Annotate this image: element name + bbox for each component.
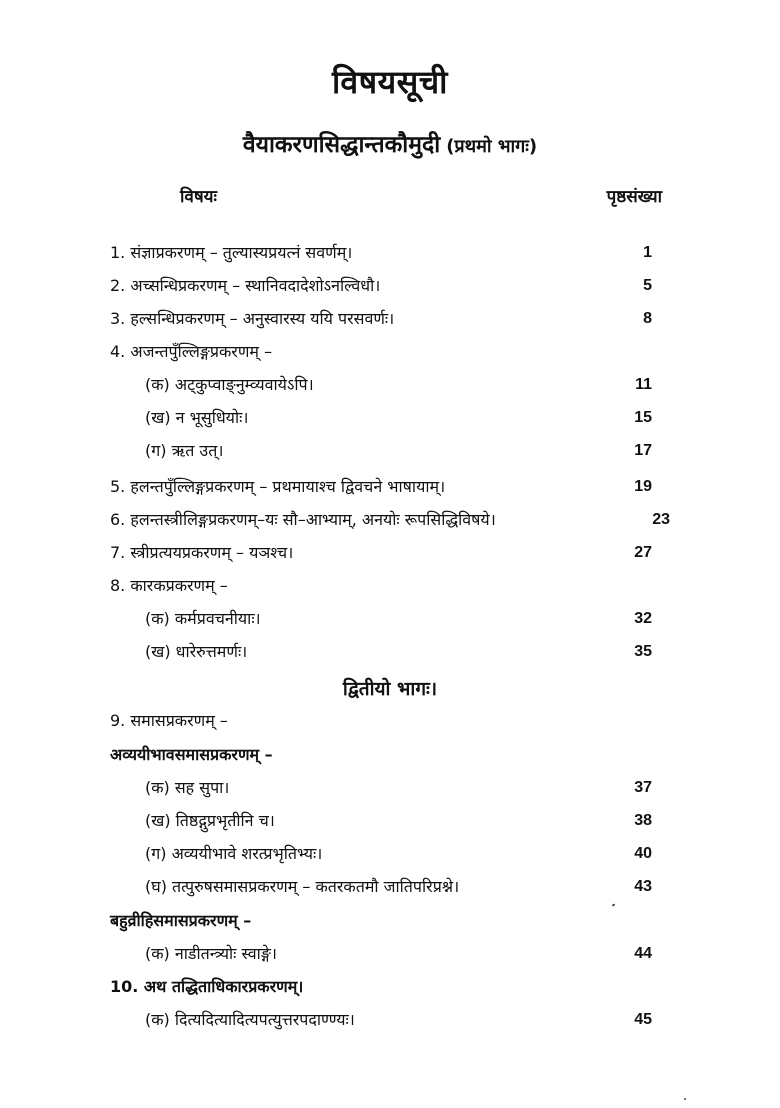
toc-entry-text: (क) नाडीतन्त्र्योः स्वाङ्गे। [145, 944, 277, 963]
toc-entry-page: 17 [634, 442, 652, 459]
toc-entry [110, 974, 670, 1000]
toc-entry-text: 1. संज्ञाप्रकरणम् – तुल्यास्यप्रयत्नं सवर्णम्। [110, 243, 353, 262]
book-title [0, 127, 780, 159]
toc-group-heading [110, 742, 670, 768]
toc-entry-text: (ग) अव्ययीभावे शरत्प्रभृतिभ्यः। [145, 844, 323, 863]
toc-entry-page: 40 [634, 845, 652, 862]
section-heading-part-2: द्वितीयो भागः। [342, 678, 438, 700]
toc-entry-text: 2. अच्सन्धिप्रकरणम् – स्थानिवदादेशोऽनल्विधौ। [110, 276, 381, 295]
toc-entry-page: 5 [643, 277, 652, 294]
toc-entry-text: अव्ययीभावसमासप्रकरणम् – [110, 745, 273, 764]
book-title-main: वैयाकरणसिद्धान्तकौमुदी [242, 132, 441, 158]
toc-entry-text: (ख) न भूसुधियोः। [145, 408, 249, 427]
column-header-subject: विषयः [180, 187, 217, 207]
toc-entry-page: 32 [634, 610, 652, 627]
toc-entry-page: 38 [634, 812, 652, 829]
toc-group-heading [110, 908, 670, 934]
toc-entry-page: 15 [634, 409, 652, 426]
scan-artifact [612, 903, 616, 906]
toc-entry [110, 273, 670, 299]
toc-entry-text: 8. कारकप्रकरणम् – [110, 576, 228, 595]
toc-entry [110, 507, 670, 533]
toc-entry-page: 11 [635, 376, 652, 393]
toc-subentry [145, 874, 670, 900]
toc-subentry [145, 941, 670, 967]
toc-entry-text: (ख) तिष्ठद्गुप्रभृतीनि च। [145, 811, 275, 830]
toc-subentry [145, 372, 670, 398]
toc-entry-text: 4. अजन्तपुँल्लिङ्गप्रकरणम् – [110, 342, 273, 361]
column-header-page-number: पृष्ठसंख्या [606, 187, 662, 207]
toc-entry-text: 5. हलन्तपुँल्लिङ्गप्रकरणम् – प्रथमायाश्च द्विवचने भाषायाम्। [110, 477, 446, 496]
toc-entry-text: 7. स्त्रीप्रत्ययप्रकरणम् – यञश्च। [110, 543, 294, 562]
toc-entry-text: (क) अट्कुप्वाङ्नुम्व्यवायेऽपि। [145, 375, 314, 394]
toc-entry-page: 37 [634, 779, 652, 796]
toc-entry-page: 35 [634, 643, 652, 660]
toc-entry-text: (क) दित्यदित्यादित्यपत्युत्तरपदाण्ण्यः। [145, 1010, 355, 1029]
toc-entry-text: 9. समासप्रकरणम् – [110, 711, 228, 730]
toc-subentry [145, 639, 670, 665]
page-title: विषयसूची [332, 63, 448, 101]
toc-entry-text: बहुव्रीहिसमासप्रकरणम् – [110, 911, 252, 930]
toc-entry-page: 19 [634, 478, 652, 495]
toc-entry-page: 43 [634, 878, 652, 895]
toc-subentry [145, 1007, 670, 1033]
toc-subentry [145, 775, 670, 801]
toc-entry [110, 339, 670, 365]
toc-entry-page: 27 [634, 544, 652, 561]
toc-subentry [145, 405, 670, 431]
scan-artifact [684, 1098, 686, 1100]
toc-entry-text: (घ) तत्पुरुषसमासप्रकरणम् – कतरकतमौ जातिपरिप्रश्ने। [145, 877, 460, 896]
toc-entry-text: 3. हल्सन्धिप्रकरणम् – अनुस्वारस्य ययि परसवर्णः। [110, 309, 395, 328]
toc-subentry [145, 438, 670, 464]
toc-entry-text: (क) कर्मप्रवचनीयाः। [145, 609, 261, 628]
toc-entry-page: 23 [652, 511, 670, 528]
toc-entry-page: 8 [643, 310, 652, 327]
toc-entry [110, 240, 670, 266]
toc-entry-page: 1 [643, 244, 652, 261]
toc-subentry [145, 606, 670, 632]
toc-subentry [145, 808, 670, 834]
toc-entry-page: 44 [634, 945, 652, 962]
toc-entry-text: 6. हलन्तस्त्रीलिङ्गप्रकरणम्–यः सौ–आभ्याम्, अनयोः रूपसिद्धिविषये। [110, 510, 496, 529]
toc-entry-text: 10. अथ तद्धिताधिकारप्रकरणम्। [110, 977, 304, 996]
toc-entry-page: 45 [634, 1011, 652, 1028]
toc-entry-text: (ग) ऋत उत्। [145, 441, 224, 460]
toc-entry [110, 573, 670, 599]
toc-entry-text: (क) सह सुपा। [145, 778, 230, 797]
toc-entry [110, 306, 670, 332]
toc-entry [110, 708, 670, 734]
toc-entry-text: (ख) धारेरुत्तमर्णः। [145, 642, 248, 661]
book-part-label: (प्रथमो भागः) [446, 136, 538, 157]
toc-subentry [145, 841, 670, 867]
toc-entry [110, 540, 670, 566]
toc-entry [110, 474, 670, 500]
